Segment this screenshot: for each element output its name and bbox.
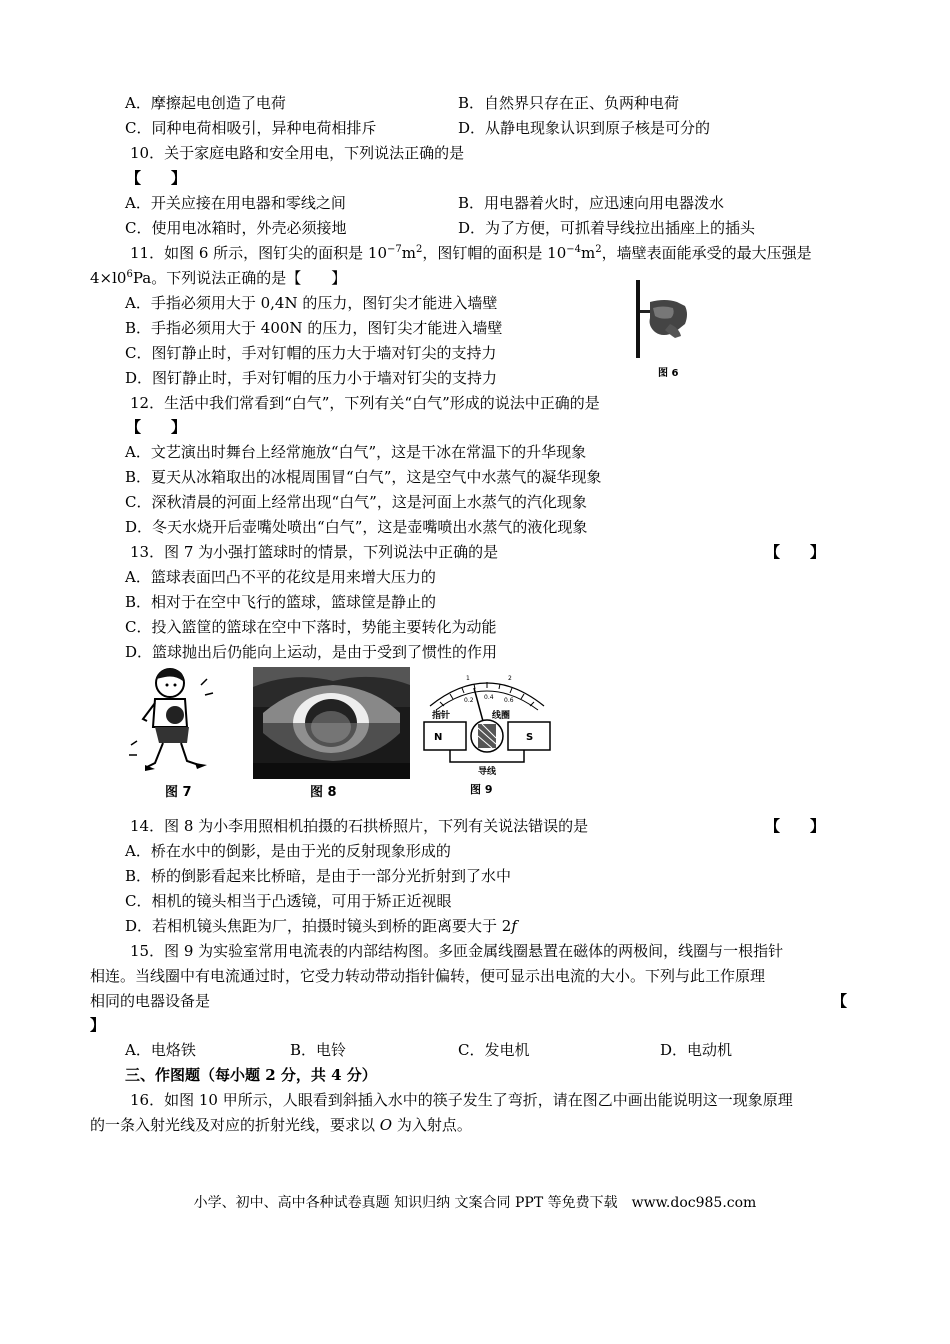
- q14-option-b: B．桥的倒影看起来比桥暗，是由于一部分光折射到了水中: [125, 867, 512, 885]
- q15-stem-line1: 15．图 9 为实验室常用电流表的内部结构图。多匝金属线圈悬置在磁体的两极间，线圈与一根指针: [130, 942, 784, 960]
- q12-option-d: D．冬天水烧开后壶嘴处喷出“白气”，这是壶嘴喷出水蒸气的液化现象: [125, 518, 588, 536]
- page-footer: 小学、初中、高中各种试卷真题 知识归纳 文案合同 PPT 等免费下载 www.doc985.com: [193, 1195, 757, 1211]
- q14-stem: 14．图 8 为小李用照相机拍摄的石拱桥照片，下列有关说法错误的是: [130, 817, 589, 835]
- q12-option-b: B．夏天从冰箱取出的冰棍周围冒“白气”，这是空气中水蒸气的凝华现象: [125, 468, 602, 486]
- q9-option-a: A．摩擦起电创造了电荷: [125, 94, 286, 112]
- q10-option-a: A．开关应接在用电器和零线之间: [125, 194, 346, 212]
- q14-option-c: C．相机的镜头相当于凸透镜，可用于矫正近视眼: [125, 892, 452, 910]
- figure-9-wire-label: 导线: [478, 767, 497, 777]
- q15-option-c: C．发电机: [458, 1041, 530, 1059]
- figure-8-arch-bridge: [253, 667, 410, 779]
- q13-answer-bracket: 【 】: [765, 543, 826, 561]
- q12-stem: 12．生活中我们常看到“白气”，下列有关“白气”形成的说法中正确的是: [130, 394, 600, 412]
- q13-option-b: B．相对于在空中飞行的篮球，篮球筐是静止的: [125, 593, 437, 611]
- q11-stem-line2: $4\times l0^6Pa$。下列说法正确的是【 】: [90, 269, 347, 287]
- q10-stem: 10．关于家庭电路和安全用电，下列说法正确的是: [130, 144, 465, 162]
- figure-9-scale-3: 0.6: [504, 697, 514, 704]
- figure-9-scale-1: 0.2: [464, 697, 474, 704]
- q15-stem-line3: 相同的电器设备是: [90, 992, 211, 1010]
- q15-option-b: B．电铃: [290, 1041, 347, 1059]
- q14-answer-bracket: 【 】: [765, 817, 826, 835]
- q14-option-a: A．桥在水中的倒影，是由于光的反射现象形成的: [125, 842, 451, 860]
- q10-option-b: B．用电器着火时，应迅速向用电器泼水: [458, 194, 725, 212]
- q13-option-a: A．篮球表面凹凸不平的花纹是用来增大压力的: [125, 568, 436, 586]
- q11-option-a: A．手指必须用大于 0,4N 的压力，图钉尖才能进入墙壁: [125, 294, 498, 312]
- q13-option-c: C．投入篮筐的篮球在空中下落时，势能主要转化为动能: [125, 618, 497, 636]
- q14-option-d: D．若相机镜头焦距为厂，拍摄时镜头到桥的距离要大于 2f: [125, 917, 517, 935]
- figure-9-north-pole: N: [434, 732, 443, 743]
- q15-bracket-open: 【: [832, 992, 848, 1010]
- figure-9-caption: 图 9: [470, 783, 493, 796]
- figure-9-coil-label: 线圈: [492, 711, 511, 721]
- q16-stem-line1: 16．如图 10 甲所示，人眼看到斜插入水中的筷子发生了弯折，请在图乙中画出能说明这一现象原理: [130, 1091, 793, 1109]
- q15-bracket-close: 】: [90, 1016, 106, 1034]
- q11-stem-line1: 11．如图 6 所示，图钉尖的面积是 $10^{-7}m^2$，图钉帽的面积是 $10^{-4}m^2$，墙壁表面能承受的最大压强是: [130, 244, 812, 262]
- q12-option-c: C．深秋清晨的河面上经常出现“白气”，这是河面上水蒸气的汽化现象: [125, 493, 587, 511]
- q10-option-c: C．使用电冰箱时，外壳必须接地: [125, 219, 347, 237]
- section-3-title: 三、作图题（每小题 2 分，共 4 分）: [125, 1066, 377, 1084]
- q13-stem: 13．图 7 为小强打篮球时的情景，下列说法中正确的是: [130, 543, 499, 561]
- q9-option-d: D．从静电现象认识到原子核是可分的: [458, 119, 711, 137]
- figure-9-scale-2: 0.4: [484, 694, 494, 701]
- q15-option-a: A．电烙铁: [125, 1041, 196, 1059]
- figure-8-caption: 图 8: [310, 785, 337, 800]
- figure-9-ammeter: [420, 666, 555, 778]
- q16-stem-line2: 的一条入射光线及对应的折射光线，要求以 O 为入射点。: [90, 1116, 472, 1134]
- figure-9-scale-top-2: 2: [508, 675, 512, 682]
- q10-answer-bracket: 【 】: [126, 169, 187, 187]
- q12-option-a: A．文艺演出时舞台上经常施放“白气”，这是干冰在常温下的升华现象: [125, 443, 587, 461]
- q10-option-d: D．为了方便，可抓着导线拉出插座上的插头: [458, 219, 756, 237]
- q13-option-d: D．篮球抛出后仍能向上运动，是由于受到了惯性的作用: [125, 643, 498, 661]
- q11-option-c: C．图钉静止时，手对钉帽的压力大于墙对钉尖的支持力: [125, 344, 497, 362]
- figure-9-south-pole: S: [526, 732, 534, 743]
- figure-7-basketball-boy: [125, 665, 225, 780]
- q11-option-d: D．图钉静止时，手对钉帽的压力小于墙对钉尖的支持力: [125, 369, 498, 387]
- q11-option-b: B．手指必须用大于 400N 的压力，图钉尖才能进入墙壁: [125, 319, 503, 337]
- q9-option-c: C．同种电荷相吸引，异种电荷相排斥: [125, 119, 377, 137]
- q15-stem-line2: 相连。当线圈中有电流通过时，它受力转动带动指针偏转，便可显示出电流的大小。下列与此工作原理: [90, 967, 766, 985]
- figure-7-caption: 图 7: [165, 785, 192, 800]
- figure-6-thumbtack: [615, 280, 695, 385]
- q15-option-d: D．电动机: [660, 1041, 733, 1059]
- figure-6-caption: 图 6: [658, 368, 679, 379]
- q9-option-b: B．自然界只存在正、负两种电荷: [458, 94, 680, 112]
- figure-9-pointer-label: 指针: [432, 711, 451, 721]
- q12-answer-bracket: 【 】: [126, 418, 187, 436]
- figure-9-scale-top-1: 1: [466, 675, 470, 682]
